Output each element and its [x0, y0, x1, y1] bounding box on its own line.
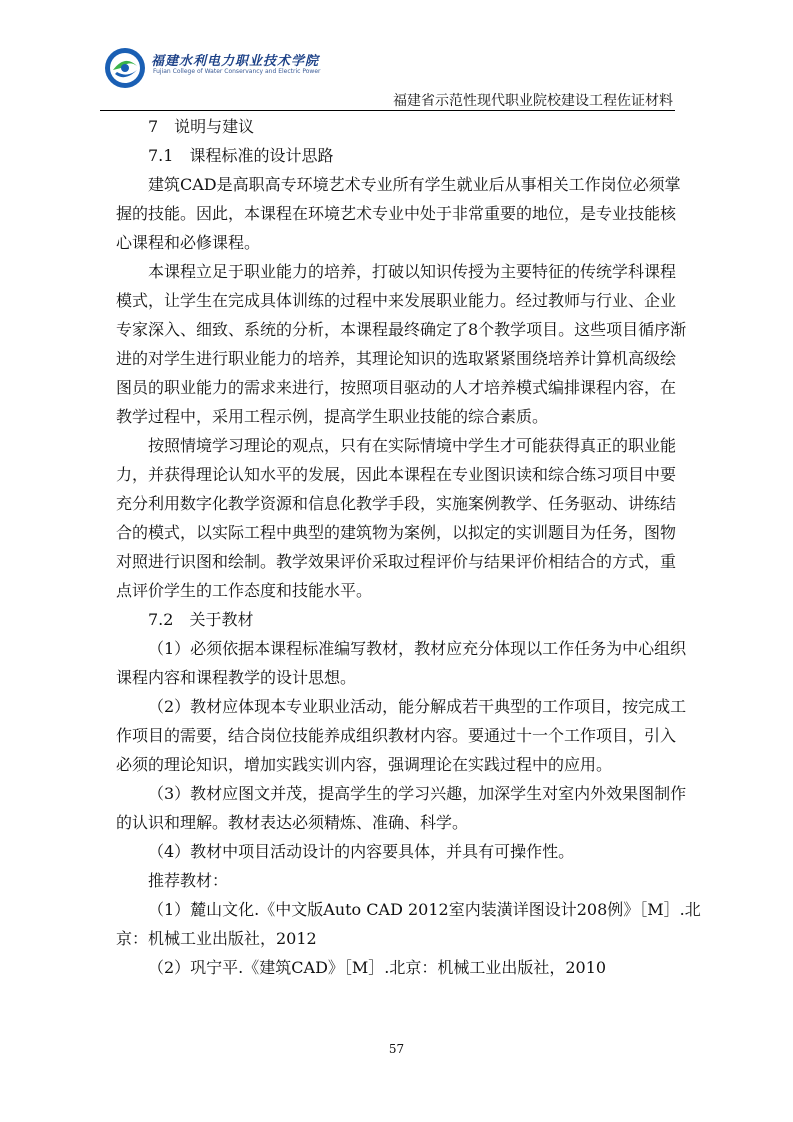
paragraph-line: 心课程和必修课程。	[116, 233, 261, 252]
paragraph-line: 点评价学生的工作态度和技能水平。	[116, 581, 373, 600]
paragraph-line: 对照进行识图和绘制。教学效果评价采取过程评价与结果评价相结合的方式，重	[116, 552, 677, 571]
paragraph-line: 教学过程中，采用工程示例，提高学生职业技能的综合素质。	[116, 407, 549, 426]
paragraph-line: 推荐教材：	[148, 871, 229, 890]
paragraph-line: 按照情境学习理论的观点，只有在实际情境中学生才可能获得真正的职业能	[148, 436, 677, 455]
paragraph-line: （2）教材应体现本专业职业活动，能分解成若干典型的工作项目，按完成工	[148, 697, 687, 716]
paragraph-line: （1）必须依据本课程标准编写教材，教材应充分体现以工作任务为中心组织	[148, 639, 687, 658]
subsection-heading: 7.1 课程标准的设计思路	[148, 146, 334, 165]
paragraph-line: 模式，让学生在完成具体训练的过程中来发展职业能力。经过教师与行业、企业	[116, 291, 677, 310]
header-divider	[100, 110, 675, 111]
header-title: 福建省示范性现代职业院校建设工程佐证材料	[393, 93, 673, 109]
paragraph-line: 本课程立足于职业能力的培养，打破以知识传授为主要特征的传统学科课程	[148, 262, 677, 281]
page-number: 57	[388, 1042, 405, 1056]
paragraph-line: 建筑CAD是高职高专环境艺术专业所有学生就业后从事相关工作岗位必须掌	[148, 175, 681, 194]
paragraph-line: 课程内容和课程教学的设计思想。	[116, 668, 357, 687]
subsection-heading: 7.2 关于教材	[148, 610, 254, 629]
paragraph-line: （4）教材中项目活动设计的内容要具体，并具有可操作性。	[148, 842, 575, 861]
paragraph-line: 作项目的需要，结合岗位技能养成组织教材内容。要通过十一个工作项目，引入	[116, 726, 677, 745]
reference-line: （1）麓山文化.《中文版Auto CAD 2012室内装潢详图设计208例》［M］.北	[148, 900, 701, 919]
paragraph-line: 必须的理论知识，增加实践实训内容，强调理论在实践过程中的应用。	[116, 755, 613, 774]
paragraph-line: 力，并获得理论认知水平的发展，因此本课程在专业图识读和综合练习项目中要	[116, 465, 677, 484]
college-name-logotype: 福建水利电力职业技术学院	[151, 54, 320, 69]
college-english-name: Fujian College of Water Conservancy and Electric Power	[153, 68, 321, 75]
paragraph-line: 图员的职业能力的需求来进行，按照项目驱动的人才培养模式编排课程内容，在	[116, 378, 677, 397]
college-logo	[103, 46, 321, 90]
paragraph-line: 进的对学生进行职业能力的培养，其理论知识的选取紧紧围绕培养计算机高级绘	[116, 349, 677, 368]
paragraph-line: 合的模式，以实际工程中典型的建筑物为案例，以拟定的实训题目为任务，图物	[116, 523, 677, 542]
section-heading: 7 说明与建议	[148, 117, 255, 136]
document-body	[116, 112, 701, 982]
reference-line: 京：机械工业出版社，2012	[116, 929, 317, 948]
paragraph-line: （3）教材应图文并茂，提高学生的学习兴趣，加深学生对室内外效果图制作	[148, 784, 687, 803]
paragraph-line: 的认识和理解。教材表达必须精炼、准确、科学。	[116, 813, 469, 832]
paragraph-line: 充分利用数字化教学资源和信息化教学手段，实施案例教学、任务驱动、讲练结	[116, 494, 677, 513]
reference-line: （2）巩宁平.《建筑CAD》［M］.北京：机械工业出版社，2010	[148, 958, 607, 977]
paragraph-line: 握的技能。因此，本课程在环境艺术专业中处于非常重要的地位，是专业技能核	[116, 204, 677, 223]
college-emblem-icon	[103, 46, 147, 90]
paragraph-line: 专家深入、细致、系统的分析，本课程最终确定了8个教学项目。这些项目循序渐	[116, 320, 687, 339]
